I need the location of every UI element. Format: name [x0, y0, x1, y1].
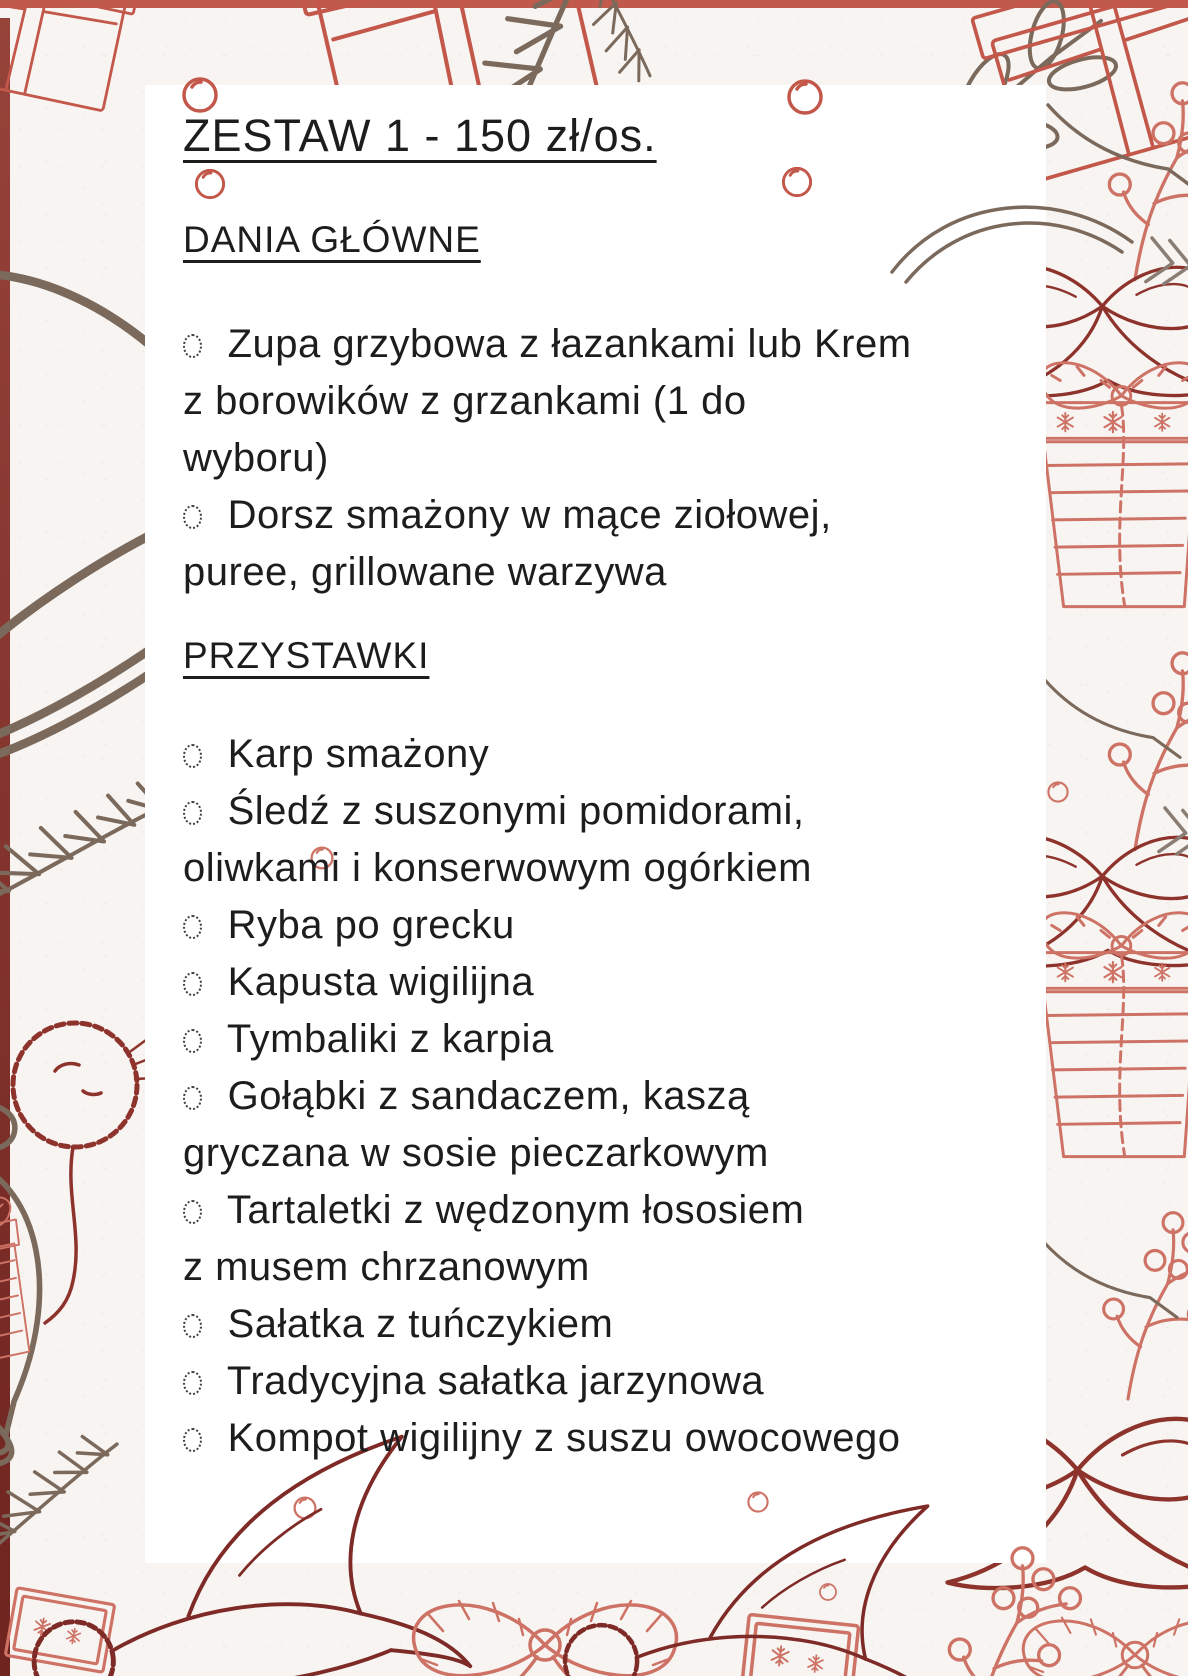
bullet-circle-icon [183, 1029, 202, 1053]
bullet-circle-icon [183, 1200, 202, 1224]
menu-item-line: Ryba po grecku [216, 903, 515, 947]
bullet-circle-icon [183, 1086, 202, 1110]
menu-section [183, 217, 1013, 601]
berry-icon [820, 1584, 836, 1600]
menu-item-line: Tymbaliki z karpia [216, 1017, 554, 1061]
bullet-circle-icon [183, 505, 202, 529]
menu-sections [183, 217, 1013, 1467]
menu-item [183, 726, 1013, 783]
snowflake-tag-icon [741, 1614, 858, 1676]
menu-item-line: Kompot wigilijny z suszu owocowego [216, 1416, 901, 1460]
section-heading: PRZYSTAWKI [183, 635, 430, 676]
menu-item-line: Śledź z suszonymi pomidorami, [216, 789, 805, 833]
menu-item-line: oliwkami i konserwowym ogórkiem [183, 846, 812, 890]
menu-item [183, 897, 1013, 954]
menu-item-line: puree, grillowane warzywa [183, 550, 667, 594]
menu-item [183, 487, 1013, 601]
menu-item-line: Dorsz smażony w mące ziołowej, [216, 493, 832, 537]
menu-item [183, 1182, 1013, 1296]
santa-hat-icon [563, 1488, 968, 1676]
menu-item-line: gryczana w sosie pieczarkowym [183, 1131, 769, 1175]
menu-item [183, 1011, 1013, 1068]
bullet-circle-icon [183, 1314, 202, 1338]
menu-item-line: z borowików z grzankami (1 do [183, 379, 747, 423]
menu-item-line: Tartaletki z wędzonym łososiem [216, 1188, 805, 1232]
menu-content [183, 85, 1013, 1467]
berry-branch-icon [949, 1548, 1080, 1676]
bullet-circle-icon [183, 801, 202, 825]
section-heading: DANIA GŁÓWNE [183, 219, 481, 260]
menu-item [183, 1296, 1013, 1353]
menu-item-line: Zupa grzybowa z łazankami lub Krem [216, 322, 912, 366]
bullet-circle-icon [183, 744, 202, 768]
bullet-circle-icon [183, 915, 202, 939]
bullet-circle-icon [183, 334, 202, 358]
menu-item-line: z musem chrzanowym [183, 1245, 590, 1289]
menu-item-line: Kapusta wigilijna [216, 960, 535, 1004]
bullet-circle-icon [183, 1371, 202, 1395]
santa-hat-icon [15, 1432, 471, 1676]
bullet-circle-icon [183, 972, 202, 996]
menu-item [183, 1068, 1013, 1182]
menu-item-line: Gołąbki z sandaczem, kaszą [216, 1074, 750, 1118]
menu-item [183, 1410, 1013, 1467]
menu-item [183, 1353, 1013, 1410]
berry-icon [748, 1492, 767, 1511]
menu-item [183, 783, 1013, 897]
menu-item [183, 316, 1013, 487]
menu-item-line: Tradycyjna sałatka jarzynowa [216, 1359, 765, 1403]
menu-item-line: Karp smażony [216, 732, 490, 776]
bullet-circle-icon [183, 1428, 202, 1452]
page-title: ZESTAW 1 - 150 zł/os. [183, 110, 657, 161]
menu-item-line: Sałatka z tuńczykiem [216, 1302, 614, 1346]
menu-section [183, 633, 1013, 1467]
menu-item-line: wyboru) [183, 436, 329, 480]
menu-item [183, 954, 1013, 1011]
